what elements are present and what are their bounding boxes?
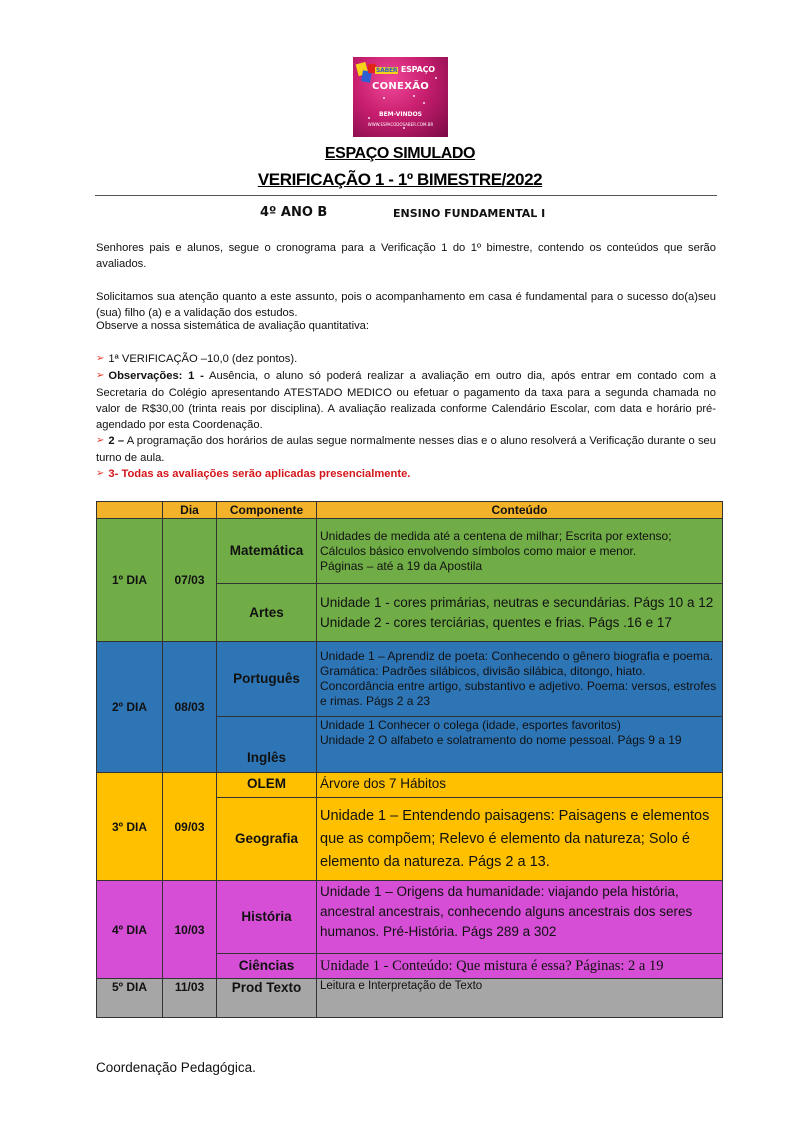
header-content: Conteúdo bbox=[317, 502, 723, 519]
component-cell: História bbox=[217, 881, 317, 954]
date-cell: 07/03 bbox=[163, 519, 217, 642]
arrow-bullet-icon: ➢ bbox=[96, 353, 105, 364]
logo-url: WWW.ESPACODOSABER.COM.BR bbox=[367, 122, 434, 127]
content-cell: Unidade 1 – Origens da humanidade: viajando pela história, ancestral ancestrais, conhecendo alguns ancestrais dos seres humanos. Pré-História. Págs 289 a 302 bbox=[317, 881, 723, 954]
day-cell: 3º DIA bbox=[97, 773, 163, 881]
header-component: Componente bbox=[217, 502, 317, 519]
component-cell: Geografia bbox=[217, 798, 317, 881]
day-cell: 1º DIA bbox=[97, 519, 163, 642]
date-cell: 09/03 bbox=[163, 773, 217, 881]
component-cell: Artes bbox=[217, 584, 317, 642]
content-cell: Unidade 1 Conhecer o colega (idade, esportes favoritos) Unidade 2 O alfabeto e solatramento do nome pessoal. Págs 9 a 19 bbox=[317, 717, 723, 773]
intro-paragraph-3: Observe a nossa sistemática de avaliação quantitativa: bbox=[96, 320, 370, 332]
level-label: ENSINO FUNDAMENTAL I bbox=[393, 207, 546, 220]
date-cell: 08/03 bbox=[163, 642, 217, 773]
table-row bbox=[97, 642, 723, 717]
intro-paragraph-1: Senhores pais e alunos, segue o cronograma para a Verificação 1 do 1º bimestre, contendo os conteúdos que serão avaliados. bbox=[96, 242, 716, 270]
logo-welcome: BEM-VINDOS bbox=[379, 111, 422, 118]
arrow-bullet-icon: ➢ bbox=[96, 370, 105, 381]
page-subtitle: VERIFICAÇÃO 1 - 1º BIMESTRE/2022 bbox=[257, 170, 543, 189]
grade-label: 4º ANO B bbox=[260, 205, 328, 220]
date-cell: 11/03 bbox=[163, 979, 217, 1018]
component-cell: OLEM bbox=[217, 773, 317, 798]
content-cell: Leitura e Interpretação de Texto bbox=[317, 979, 723, 1018]
table-row bbox=[97, 881, 723, 954]
logo-brand-line2: CONEXÃO bbox=[371, 81, 430, 92]
rule-item: ➢ 3- Todas as avaliações serão aplicadas presencialmente. bbox=[96, 468, 411, 480]
logo-brand-line1: SABER ESPAÇO bbox=[376, 65, 435, 74]
table-row bbox=[97, 979, 723, 1018]
rule-item: ➢ 1ª VERIFICAÇÃO –10,0 (dez pontos). bbox=[96, 353, 298, 365]
school-logo bbox=[353, 57, 448, 137]
header-divider bbox=[95, 195, 717, 196]
header-blank bbox=[97, 502, 163, 519]
arrow-bullet-icon: ➢ bbox=[96, 435, 105, 446]
content-cell: Árvore dos 7 Hábitos bbox=[317, 773, 723, 798]
table-row bbox=[97, 773, 723, 798]
content-cell: Unidade 1 – Entendendo paisagens: Paisagens e elementos que as compõem; Relevo é elemento da natureza; Solo é elemento da natureza. Págs 2 a 13. bbox=[317, 798, 723, 881]
intro-paragraph-2: Solicitamos sua atenção quanto a este assunto, pois o acompanhamento em casa é fundamental para o sucesso do(a)seu (sua) filho (a) e a validação dos estudos. bbox=[96, 291, 716, 319]
component-cell: Inglês bbox=[217, 717, 317, 773]
rules-list bbox=[96, 351, 716, 483]
header-day: Dia bbox=[163, 502, 217, 519]
table-header-row bbox=[97, 502, 723, 519]
content-cell: Unidades de medida até a centena de milhar; Escrita por extenso; Cálculos básico envolvendo símbolos como maior e menor. Páginas – até a 19 da Apostila bbox=[317, 519, 723, 584]
content-cell: Unidade 1 – Aprendiz de poeta: Conhecendo o gênero biografia e poema. Gramática: Padrões silábicos, divisão silábica, ditongo, hiato. Concordância entre artigo, substantivo e adjetivo. Poema: versos, estrofes e rimas. Págs 2 a 23 bbox=[317, 642, 723, 717]
component-cell: Ciências bbox=[217, 954, 317, 979]
content-cell: Unidade 1 - Conteúdo: Que mistura é essa? Páginas: 2 a 19 bbox=[317, 954, 723, 979]
page-title: ESPAÇO SIMULADO bbox=[324, 145, 476, 162]
arrow-bullet-icon: ➢ bbox=[96, 468, 105, 479]
day-cell: 4º DIA bbox=[97, 881, 163, 979]
date-cell: 10/03 bbox=[163, 881, 217, 979]
component-cell: Prod Texto bbox=[217, 979, 317, 1018]
schedule-table bbox=[96, 501, 723, 1018]
table-row bbox=[97, 519, 723, 584]
day-cell: 5º DIA bbox=[97, 979, 163, 1018]
rule-item: ➢ 2 – A programação dos horários de aulas segue normalmente nesses dias e o aluno resolverá a Verificação durante o seu turno de aula. bbox=[96, 435, 716, 464]
content-cell: Unidade 1 - cores primárias, neutras e secundárias. Págs 10 a 12 Unidade 2 - cores terciárias, quentes e frias. Págs .16 e 17 bbox=[317, 584, 723, 642]
day-cell: 2º DIA bbox=[97, 642, 163, 773]
signature: Coordenação Pedagógica. bbox=[96, 1060, 256, 1075]
component-cell: Matemática bbox=[217, 519, 317, 584]
component-cell: Português bbox=[217, 642, 317, 717]
rule-item: ➢ Observações: 1 - Ausência, o aluno só poderá realizar a avaliação em outro dia, após entrar em contado com a Secretaria do Colégio apresentando ATESTADO MEDICO ou efetuar o pagamento da taxa para a segunda chamada no valor de R$30,00 (trinta reais por disciplina). A avaliação realizada conforme Calendário Escolar, com data e horário pré-agendado por esta Coordenação. bbox=[96, 370, 717, 431]
